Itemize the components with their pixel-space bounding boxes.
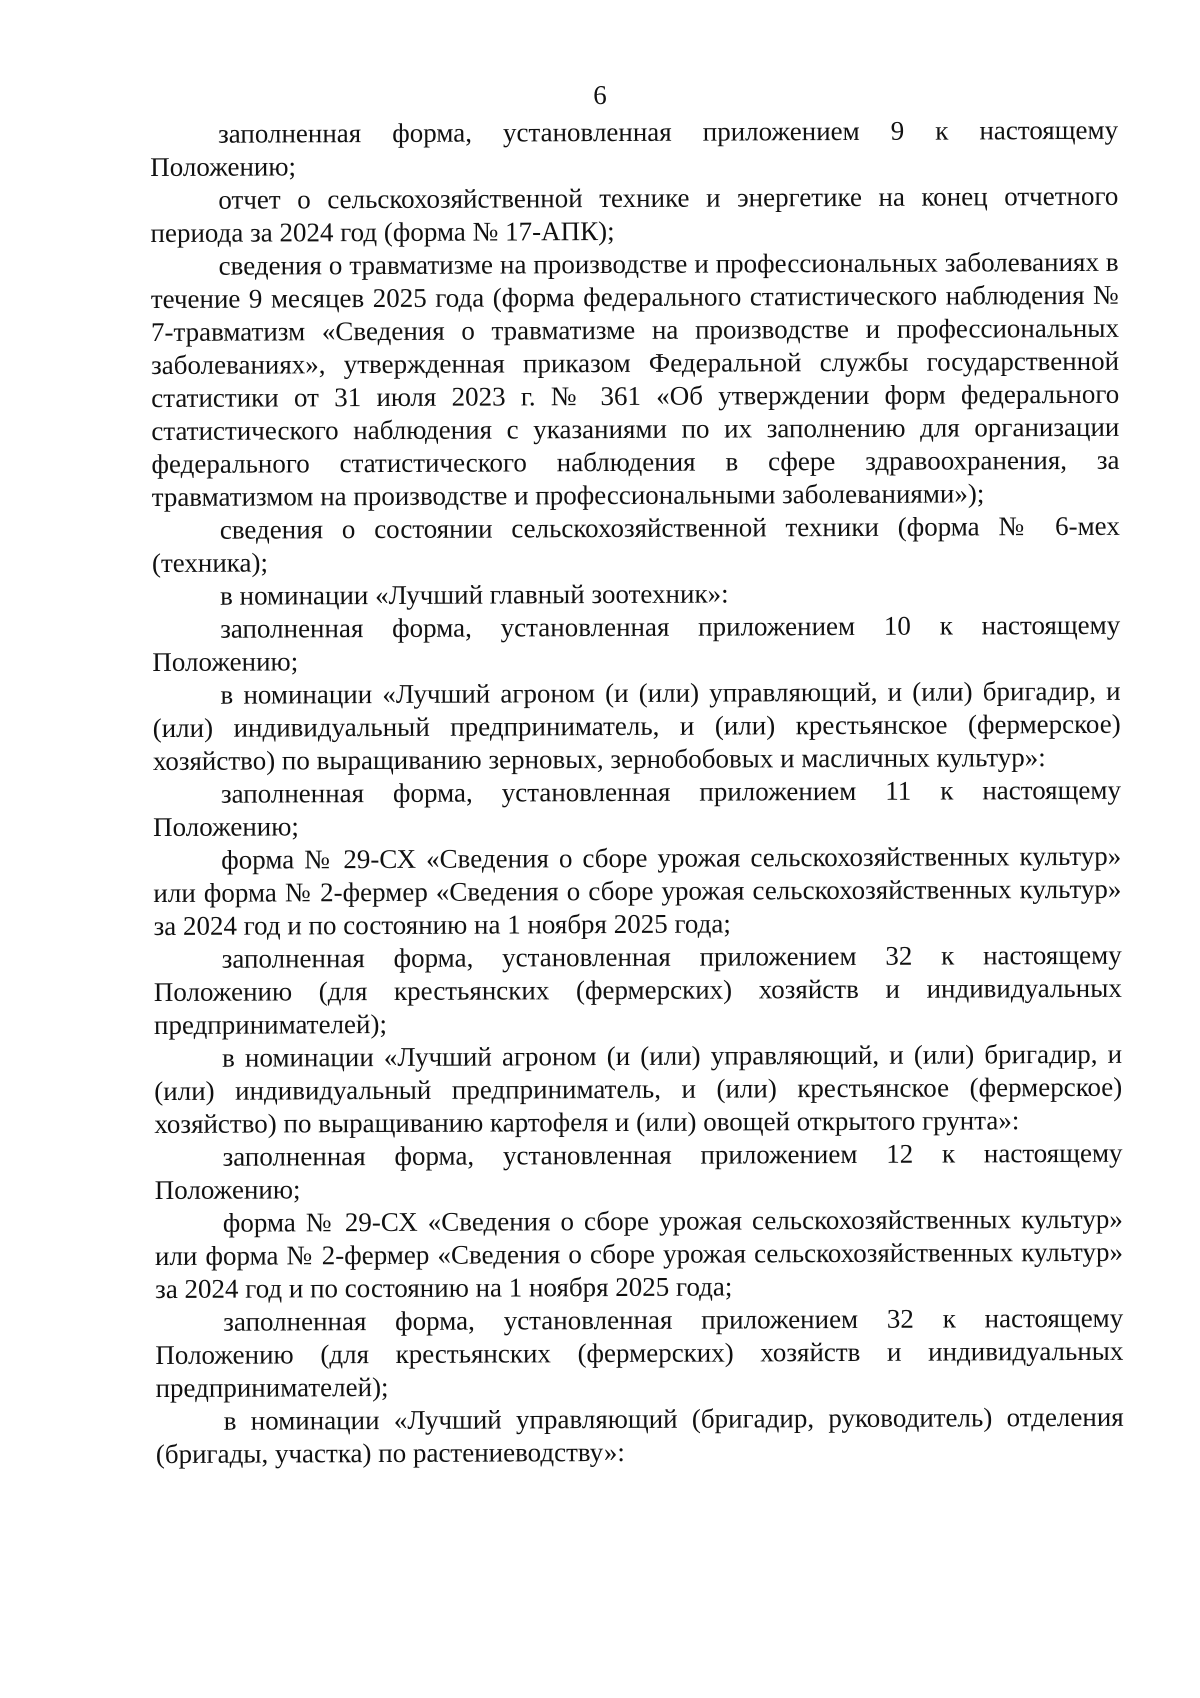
paragraph: заполненная форма, установленная приложением 32 к настоящему Положению (для крестьянских (фермерских) хозяйств и индивидуальных предпринимателей); [155,1302,1124,1403]
paragraph: заполненная форма, установленная приложением 12 к настоящему Положению; [154,1137,1123,1205]
paragraph: заполненная форма, установленная приложением 11 к настоящему Положению; [153,774,1122,842]
paragraph: в номинации «Лучший агроном (и (или) управляющий, и (или) бригадир, и (или) индивидуальный предприниматель, и (или) крестьянское (фермерское) хозяйство) по выращиванию картофеля и (или) овощей открытого грунта»: [154,1038,1123,1139]
paragraph: форма № 29-СХ «Сведения о сборе урожая сельскохозяйственных культур» или форма № 2-фермер «Сведения о сборе урожая сельскохозяйственных культур» за 2024 год и по состоянию на 1 ноября 2025 года; [154,1203,1124,1304]
paragraph: заполненная форма, установленная приложением 10 к настоящему Положению; [152,609,1121,677]
paragraph: заполненная форма, установленная приложением 9 к настоящему Положению; [150,114,1119,182]
paragraph: форма № 29-СХ «Сведения о сборе урожая сельскохозяйственных культур» или форма № 2-фермер «Сведения о сборе урожая сельскохозяйственных культур» за 2024 год и по состоянию на 1 ноября 2025 года; [153,840,1122,941]
document-body [150,114,1124,1471]
paragraph: отчет о сельскохозяйственной технике и энергетике на конец отчетного периода за 2024 год (форма № 17-АПК); [150,180,1119,248]
page-number: 6 [593,80,607,110]
paragraph: в номинации «Лучший управляющий (бригадир, руководитель) отделения (бригады, участка) по растениеводству»: [155,1401,1124,1469]
paragraph: заполненная форма, установленная приложением 32 к настоящему Положению (для крестьянских (фермерских) хозяйств и индивидуальных предпринимателей); [153,939,1122,1040]
paragraph: сведения о травматизме на производстве и профессиональных заболеваниях в течение 9 месяцев 2025 года (форма федерального статистического наблюдения № 7-травматизм «Сведения о травматизме на производстве и профессиональных заболеваниях», утвержденная приказом Федеральной службы государственной статистики от 31 июля 2023 г. № 361 «Об утверждении форм федерального статистического наблюдения с указаниями по их заполнению для организации федерального статистического наблюдения в сфере здравоохранения, за травматизмом на производстве и профессиональными заболеваниями»); [150,246,1120,512]
paragraph: в номинации «Лучший главный зоотехник»: [220,578,729,611]
paragraph: в номинации «Лучший агроном (и (или) управляющий, и (или) бригадир, и (или) индивидуальный предприниматель, и (или) крестьянское (фермерское) хозяйство) по выращиванию зерновых, зернобобовых и масличных культур»: [152,675,1121,776]
paragraph: сведения о состоянии сельскохозяйственной техники (форма № 6-мех (техника); [151,510,1120,578]
